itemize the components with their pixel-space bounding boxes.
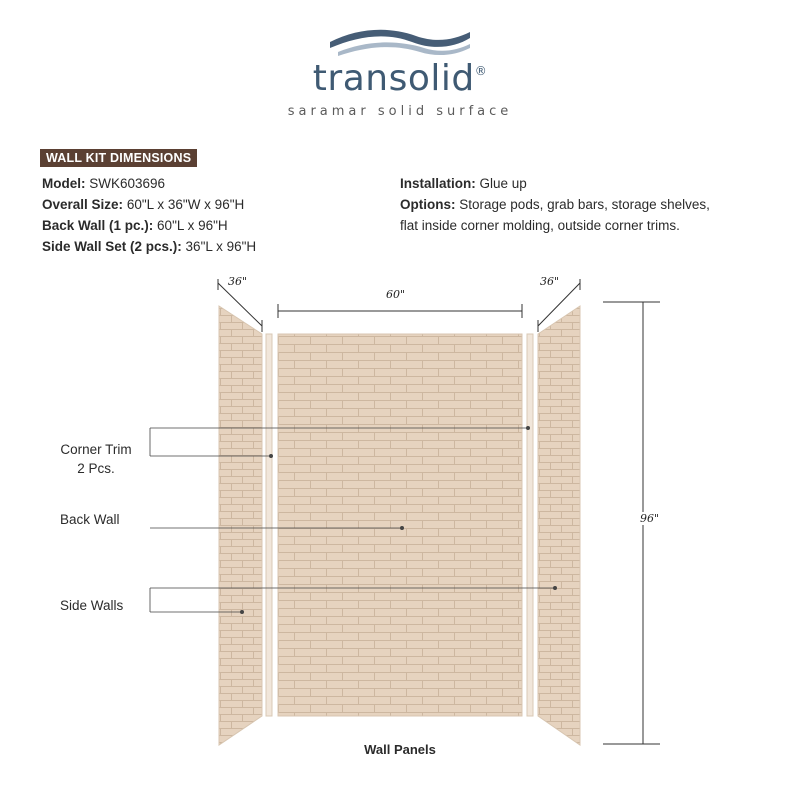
brand-name: transolid® <box>312 58 488 99</box>
dimension-side-right: 36" <box>540 275 560 288</box>
back-wall-panel <box>278 334 522 716</box>
brand-tagline: saramar solid surface <box>287 104 513 119</box>
left-side-wall-panel <box>219 306 262 745</box>
spec-installation: Installation: Glue up <box>400 176 527 191</box>
right-corner-trim <box>527 334 533 716</box>
dimension-height: 96" <box>640 512 660 525</box>
callout-back-wall: Back Wall <box>60 512 120 527</box>
section-heading: WALL KIT DIMENSIONS <box>40 149 197 167</box>
right-side-wall-panel <box>538 306 580 745</box>
spec-side-wall-set: Side Wall Set (2 pcs.): 36"L x 96"H <box>42 239 257 254</box>
spec-back-wall: Back Wall (1 pc.): 60"L x 96"H <box>42 218 228 233</box>
left-corner-trim <box>266 334 272 716</box>
diagram-caption: Wall Panels <box>364 742 436 757</box>
callout-side-walls: Side Walls <box>60 598 124 613</box>
spec-model: Model: SWK603696 <box>42 176 166 191</box>
dimension-back-width: 60" <box>386 288 406 301</box>
spec-options: Options: Storage pods, grab bars, storage shelves, flat inside corner molding, outside corner trims. <box>400 197 710 233</box>
dimension-side-left: 36" <box>228 275 248 288</box>
spec-overall-size: Overall Size: 60"L x 36"W x 96"H <box>42 197 245 212</box>
callout-corner-trim: Corner Trim 2 Pcs. <box>60 442 132 476</box>
